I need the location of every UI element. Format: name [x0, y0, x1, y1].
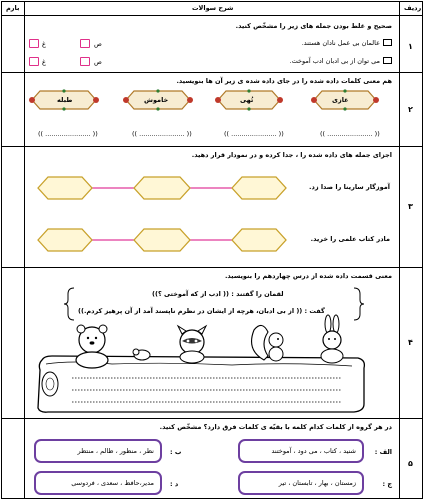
true-checkbox[interactable] — [80, 39, 90, 48]
sentence-diagram — [36, 224, 288, 256]
answer-blank[interactable]: (( ...................... )) — [320, 130, 380, 138]
row-divider — [2, 146, 422, 147]
word-group-box — [238, 471, 364, 495]
true-label: ص — [94, 40, 102, 48]
word-label: غازی — [332, 96, 349, 104]
false-checkbox[interactable] — [29, 39, 39, 48]
true-checkbox[interactable] — [80, 57, 90, 66]
row-divider — [2, 267, 422, 268]
group-letter: ب : — [170, 448, 182, 456]
word-label: خاموش — [144, 96, 169, 104]
word-group-box — [238, 439, 364, 463]
false-label: غ — [42, 40, 46, 48]
statement-text: عالمان بی عمل نادان هستند. — [301, 39, 380, 47]
header-questions: شرح سوالات — [192, 4, 234, 12]
header-marks: بارم — [6, 4, 20, 12]
row-divider — [2, 418, 422, 419]
header-row: ردیف — [404, 4, 422, 12]
group-letter: ج : — [382, 480, 392, 488]
sentence-text: مادر کتاب علمی را خرید. — [310, 235, 390, 243]
answer-blank[interactable]: (( ...................... )) — [38, 130, 98, 138]
group-letter: د : — [170, 480, 179, 488]
book-icon — [383, 57, 392, 64]
word-group-box — [34, 471, 162, 495]
word-label: طبله — [57, 96, 73, 104]
exam-sheet — [1, 1, 423, 499]
word-group-text: مدیر،حافظ ، سعدی ، فردوسی — [71, 479, 154, 487]
question-number: ۵ — [408, 459, 413, 468]
false-checkbox[interactable] — [29, 57, 39, 66]
word-group-text: زمستان ، بهار ، تابستان ، تیر — [278, 479, 356, 487]
statement-text: می توان از بی ادبان ادب آموخت. — [289, 57, 380, 65]
question-title: اجزای جمله های داده شده را ، جدا کرده و در نمودار قرار دهید. — [191, 151, 392, 159]
question-number: ۲ — [408, 105, 413, 114]
false-label: غ — [42, 58, 46, 66]
question-number: ۱ — [408, 42, 413, 51]
row-column-divider — [399, 2, 400, 498]
sentence-text: آموزگار سارینا را صدا زد. — [309, 183, 390, 191]
book-icon — [383, 39, 392, 46]
question-title: معنی قسمت داده شده از درس چهاردهم را بنویسید. — [224, 272, 392, 280]
word-group-box — [34, 439, 162, 463]
question-title: هم معنی کلمات داده شده را در جای داده شده ی زیر آن ها بنویسید. — [176, 77, 392, 85]
word-group-text: شنید ، کتاب ، می دود ، آموختند — [271, 447, 356, 455]
animals-on-log-illustration — [32, 320, 372, 415]
question-title: در هر گروه از کلمات کدام کلمه با بقیّه ی کلمات فرق دارد؟ مشخّص کنید. — [159, 423, 392, 431]
sentence-diagram — [36, 172, 288, 204]
true-label: ص — [94, 58, 102, 66]
answer-blank[interactable]: (( ...................... )) — [224, 130, 284, 138]
quote-line: لقمان را گفتند : (( ادب از که آموختی ؟)) — [152, 290, 284, 298]
quote-line: گفت : (( از بی ادبان، هرچه از ایشان در نظرم ناپسند آمد از آن پرهیز کردم.)) — [78, 307, 325, 315]
group-letter: الف : — [374, 448, 392, 456]
question-number: ۳ — [408, 202, 413, 211]
word-label: تُهی — [240, 96, 254, 104]
marks-column-divider — [24, 2, 25, 498]
table-header — [2, 2, 422, 16]
question-title: صحیح و غلط بودن جمله های زیر را مشخّص کنید. — [235, 22, 392, 30]
word-group-text: نظر ، منظور ، ظالم ، منتظر — [77, 447, 154, 455]
answer-blank[interactable]: (( ...................... )) — [132, 130, 192, 138]
question-number: ۴ — [408, 338, 413, 347]
row-divider — [2, 72, 422, 73]
